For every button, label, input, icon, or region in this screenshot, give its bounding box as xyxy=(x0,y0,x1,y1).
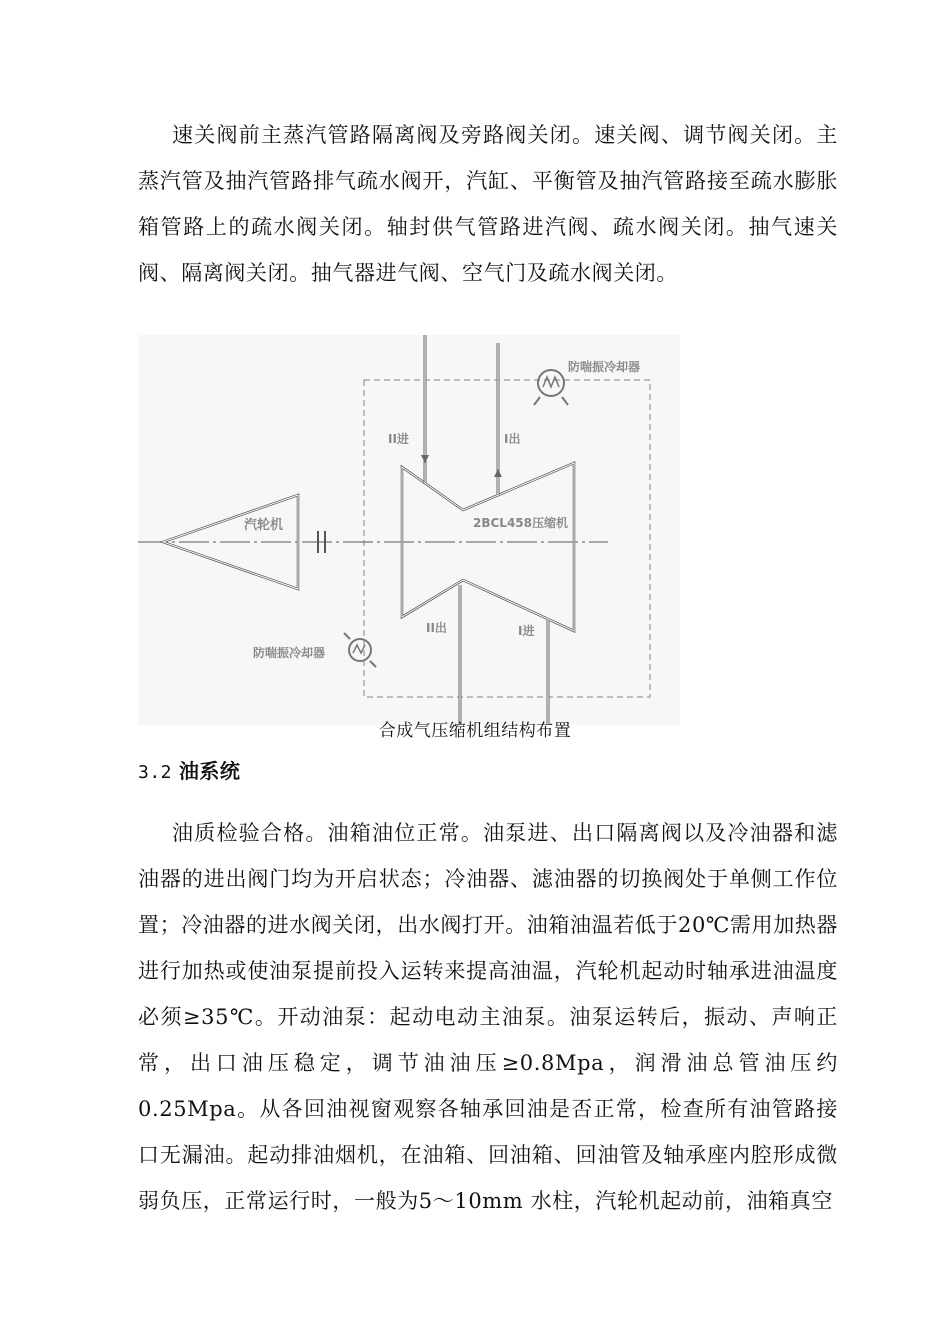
cooler-bottom-label: 防喘振冷却器 xyxy=(253,646,326,660)
stage2-in-label: II进 xyxy=(388,432,409,446)
figure-caption: 合成气压缩机组结构布置 xyxy=(378,721,572,741)
compressor-label: 2BCL458压缩机 xyxy=(473,516,568,530)
section-number: 3.2 xyxy=(138,762,173,783)
paragraph-2: 油质检验合格。油箱油位正常。油泵进、出口隔离阀以及冷油器和滤油器的进出阀门均为开启状态；冷油器、滤油器的切换阀处于单侧工作位置；冷油器的进水阀关闭，出水阀打开。油箱油温若低于20℃需用加热器进行加热或使油泵提前投入运转来提高油温，汽轮机起动时轴承进油温度必须≥35℃。开动油泵：起动电动主油泵。油泵运转后，振动、声响正常，出口油压稳定，调节油油压≥0.8Mpa，润滑油总管油压约0.25Mpa。从各回油视窗观察各轴承回油是否正常，检查所有油管路接口无漏油。起动排油烟机，在油箱、回油箱、回油管及轴承座内腔形成微弱负压，正常运行时，一般为5～10mm 水柱，汽轮机起动前，油箱真空 xyxy=(138,821,839,1213)
stage1-in-label: I进 xyxy=(518,624,535,638)
paragraph-1: 速关阀前主蒸汽管路隔离阀及旁路阀关闭。速关阀、调节阀关闭。主蒸汽管及抽汽管路排气疏水阀开，汽缸、平衡管及抽汽管路接至疏水膨胀箱管路上的疏水阀关闭。轴封供气管路进汽阀、疏水阀关闭。抽气速关阀、隔离阀关闭。抽气器进气阀、空气门及疏水阀关闭。 xyxy=(138,123,838,285)
stage1-out-label: I出 xyxy=(504,432,521,446)
section-title: 油系统 xyxy=(178,759,241,783)
compressor-layout-figure xyxy=(138,335,680,725)
compressor-layout-diagram xyxy=(138,335,680,725)
cooler-top-label: 防喘振冷却器 xyxy=(568,360,641,374)
section-heading xyxy=(138,755,240,784)
stage2-out-label: II出 xyxy=(426,621,447,635)
turbine-label: 汽轮机 xyxy=(244,518,284,533)
